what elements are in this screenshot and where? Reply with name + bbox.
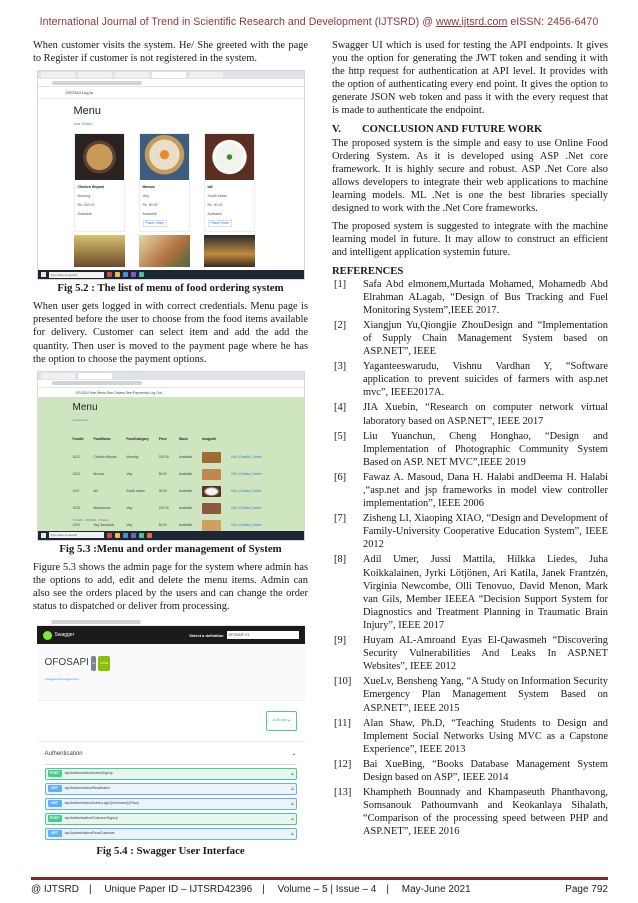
swagger-topbar bbox=[37, 626, 305, 644]
reference-item: [4] JIA Xuebin, “Research on computer network virtual laboratory based on ASP.NET”, IEEE 2017 bbox=[334, 402, 608, 427]
food-image bbox=[204, 235, 255, 267]
definition-select[interactable]: OFOSAPI V1 bbox=[227, 631, 299, 639]
row-actions[interactable]: Edit | Details | Delete bbox=[231, 489, 262, 494]
reference-item: [8] Adil Umer, Jussi Mattila, Hilkka Liedes, Juha Koikkalainen, Jyrki Lötjönen, Ari Katila, Janek Frantzén, Virginia Newcombe, Olli Tenovuo, David Menon, Mark van Gils, Member IEEEA “Decision Support System for Diagnostics and Treatment Planning in Traumatic Brain Injury”, IEEE 2017 bbox=[334, 554, 608, 631]
version-badge: v1 bbox=[91, 656, 96, 671]
page-footer: @ IJTSRD | Unique Paper ID – IJTSRD42396 | Volume – 5 | Issue – 4 | May-June 2021 Page 792 bbox=[31, 884, 608, 895]
operation-row[interactable]: POST /api/Authentication/AdminSignUp 🔒︎ bbox=[45, 768, 297, 780]
figure-caption: Fig 5.2 : The list of menu of food ordering system bbox=[57, 282, 284, 295]
reference-list bbox=[332, 278, 608, 839]
right-column bbox=[332, 39, 608, 840]
issn: eISSN: 2456-6470 bbox=[507, 16, 599, 28]
browser-tabs bbox=[38, 71, 304, 79]
browser-url-bar bbox=[38, 79, 304, 87]
lock-icon: 🔒︎ bbox=[291, 816, 294, 822]
food-thumbnail bbox=[202, 486, 221, 497]
app-nav: OFOSUI Log in bbox=[38, 87, 304, 99]
operation-row[interactable] bbox=[45, 843, 297, 844]
food-image bbox=[140, 134, 189, 180]
swagger-logo: Swagger bbox=[43, 629, 75, 642]
table-row: 1028 Manchurian Veg 200.00 Available Edit | Details | Delete bbox=[73, 500, 272, 517]
paragraph: When user gets logged in with correct credentials. Menu page is presented before the user to choose from the food items available for delivery. Customer can select item and add the add the quantity. Then user is moved to the payment page where he has the option to choose the payment options. bbox=[33, 301, 308, 365]
browser-url-bar bbox=[38, 380, 304, 388]
food-thumbnail bbox=[202, 469, 221, 480]
menu-card: Momos Veg Rs. 50.00 Available Place Order bbox=[139, 133, 190, 232]
orders-link: Your Orders bbox=[73, 122, 93, 127]
admin-footer: © 2021 - OFOSUI - Privacy bbox=[72, 517, 109, 522]
menu-title: Menu bbox=[73, 105, 102, 118]
publisher: @ IJTSRD bbox=[31, 884, 79, 895]
start-icon bbox=[41, 533, 46, 538]
journal-link[interactable]: www.ijtsrd.com bbox=[436, 16, 508, 28]
windows-taskbar bbox=[38, 270, 304, 279]
row-actions[interactable]: Edit | Details | Delete bbox=[231, 455, 262, 460]
paper-id: Unique Paper ID – IJTSRD42396 bbox=[104, 884, 253, 895]
oas-badge: OAS3 bbox=[98, 656, 110, 671]
section-heading: V. CONCLUSION AND FUTURE WORK bbox=[332, 123, 543, 135]
section-title: Authentication bbox=[44, 750, 83, 757]
paragraph: Swagger UI which is used for testing the API endpoints. It gives you the option for generating the JWT token and sending it with the http request for authentication at API level. It provides with the option of authenticating every end point. It gives the option to generate JSON web token and pass it with the every request that is made to authenticate the endpoint. bbox=[332, 40, 608, 117]
table-row: 1029 Veg Sandwich Veg 50.00 Available Edit | Details | Delete bbox=[73, 517, 272, 534]
food-thumbnail bbox=[202, 452, 221, 463]
place-order-button[interactable]: Place Order bbox=[208, 220, 233, 227]
figure-5-2-screenshot bbox=[37, 70, 305, 280]
menu-card: Idli South Indian Rs. 30.00 Available Place Order bbox=[204, 133, 255, 232]
spec-link[interactable]: /swagger/v1/swagger.json bbox=[44, 677, 80, 682]
table-row: 1022 Chicken Biryani Morning 200.00 Available Edit | Details | Delete bbox=[73, 449, 272, 466]
references-heading: REFERENCES bbox=[332, 265, 404, 277]
food-image bbox=[75, 134, 124, 180]
food-image bbox=[205, 134, 254, 180]
paragraph: When customer visits the system. He/ She greeted with the page to Register if customer is not registered in the system. bbox=[33, 40, 308, 65]
taskbar-search: Type here to search bbox=[49, 272, 104, 278]
reference-item: [12] Bai XueBing, “Books Database Management System Design based on ASP”, IEEE 2014 bbox=[334, 758, 608, 783]
food-image bbox=[74, 235, 125, 267]
start-icon bbox=[41, 272, 46, 277]
figure-5-4-screenshot bbox=[37, 618, 305, 843]
reference-item: [5] Liu Yuanchun, Cheng Honghao, “Design and Implementation of Photographic Community System Based on ASP. NET MVC”,IEEE 2019 bbox=[334, 430, 608, 468]
create-new-link: Create New bbox=[72, 417, 89, 422]
lock-icon bbox=[291, 842, 293, 843]
row-actions[interactable]: Edit | Details | Delete bbox=[231, 506, 262, 511]
operation-row[interactable]: GET /api/Authentication/ReadCustomer 🔒︎ bbox=[45, 828, 297, 840]
admin-page bbox=[38, 389, 304, 531]
table-row: 1023 Momos Veg 50.00 Available Edit | Details | Delete bbox=[73, 466, 272, 483]
figure-5-3-screenshot bbox=[37, 371, 305, 541]
row-actions[interactable]: Edit | Details | Delete bbox=[231, 472, 262, 477]
row-actions[interactable]: Edit | Details | Delete bbox=[231, 523, 262, 528]
reference-item: [7] Zisheng LI, Xiaoping XIAO, “Design and Development of Family-University Cooperative Education System”, IEEE 2012 bbox=[334, 513, 608, 551]
menu-title: Menu bbox=[72, 401, 98, 413]
browser-tabs bbox=[38, 372, 304, 380]
journal-name: International Journal of Trend in Scientific Research and Development (IJTSRD) @ bbox=[39, 16, 437, 28]
swagger-logo-icon bbox=[43, 631, 52, 640]
chevron-down-icon[interactable]: ⌄ bbox=[291, 750, 297, 757]
footer-divider bbox=[31, 877, 608, 880]
menu-cards-row-2 bbox=[38, 235, 304, 267]
authentication-section bbox=[37, 742, 305, 844]
paragraph: Figure 5.3 shows the admin page for the system where admin has the options to add, edit and delete the menu items. Admin can also see the orders placed by the users and can change the order status to dispatched or deliver from processing. bbox=[33, 561, 308, 613]
api-info bbox=[37, 644, 305, 701]
operation-row[interactable]: POST /api/Authentication/CustomerSignUp 🔒︎ bbox=[45, 813, 297, 825]
lock-icon: 🔒︎ bbox=[291, 771, 294, 777]
menu-card: Chicken Biryani Morning Rs. 200.00 Available bbox=[74, 133, 125, 232]
authorize-bar bbox=[37, 701, 305, 741]
authorize-button[interactable]: Authorize 🔓︎ bbox=[266, 711, 296, 730]
left-column bbox=[33, 39, 308, 863]
place-order-button[interactable]: Place Order bbox=[143, 220, 168, 227]
paragraph: The proposed system is suggested to integrate with the machine learning model in future. It may allow to construct an efficient and intelligent application systemin future. bbox=[332, 221, 608, 259]
api-title: OFOSAPI bbox=[44, 657, 89, 669]
reference-item: [6] Fawaz A. Masoud, Dana H. Halabi andDeema H. Halabi ,“asp.net and jsp frameworks in model view controller implementation”, IEEE 2006 bbox=[334, 471, 608, 510]
running-header bbox=[0, 16, 638, 28]
menu-table: FoodId FoodName FoodCategory Price Stock ImageUrl 1022 Chicken Biryani Morning 200.00 Available Edit | Details | Delete 1023 Momos Veg 50.00 Available Edit | Details | Delete 1027 Idli South Indian 30.00 Available Edit | Details | Delete 1028 Manchurian Veg 200.00 Available Edit | Details | Delete 1029 Veg Sandwich Veg 50.00 Available Edit | Details | Delete bbox=[73, 431, 272, 541]
lock-icon: 🔒︎ bbox=[291, 786, 294, 792]
paragraph: The proposed system is the simple and easy to use Online Food Ordering System. As it is developed using ASP .Net core framework. It is highly secure and robust. ASP .Net Core also allows developers to integrate their web applications to machine learning models. ML .Net is one the best libraries specially designed to work with the .Net Core frameworks. bbox=[332, 137, 608, 215]
lock-icon: 🔓︎ bbox=[288, 718, 291, 723]
food-image bbox=[139, 235, 190, 267]
lock-icon: 🔒︎ bbox=[291, 801, 294, 807]
volume-issue: Volume – 5 | Issue – 4 bbox=[277, 884, 377, 895]
table-row: 1027 Idli South Indian 30.00 Available Edit | Details | Delete bbox=[73, 483, 272, 500]
page-number: Page 792 bbox=[565, 884, 608, 895]
browser-url-bar bbox=[37, 618, 305, 626]
reference-item: [1] Safa Abd elmonem,Murtada Mohamed, Mohamedb Abd Elrahman ALagab, “Design of Bus Tracking and Fuel Monitoring System”,IEEE 2017. bbox=[334, 278, 608, 316]
reference-item: [3] Yaganteeswarudu, Vishnu Vardhan Y, “Software application to prevent suicides of farmers with asp.net mvc”, IEEE2017A. bbox=[334, 361, 608, 399]
windows-taskbar bbox=[38, 531, 304, 540]
issue-date: May-June 2021 bbox=[401, 884, 471, 895]
food-thumbnail bbox=[202, 503, 221, 514]
operation-row[interactable]: GET /api/Authentication/ReadAdmin 🔒︎ bbox=[45, 783, 297, 795]
reference-item: [11] Alan Shaw, Ph.D, “Teaching Students to Design and Implement Social Networks Using MVC as a Capstone Experience”, IEEE 2013 bbox=[334, 717, 608, 755]
definition-selector: Select a definition OFOSAPI V1 bbox=[189, 629, 298, 642]
reference-item: [10] XueLv, Bensheng Yang, “A Study on Information Security Emergency Plan Management System Based on ASP.NET”, IEEE 2015 bbox=[334, 676, 608, 714]
reference-item: [2] Xiangjun Yu,Qiongjie ZhouDesign and “Implementation of Supply Chain Management System based on ASP.NET”, IEEE bbox=[334, 319, 608, 358]
figure-caption: Fig 5.3 :Menu and order management of System bbox=[59, 542, 282, 555]
operation-row[interactable]: GET /api/Authentication/AdminLogin/{Username}/{Pass} 🔒︎ bbox=[45, 798, 297, 810]
reference-item: [13] Khampheth Bounnady and Khampaseuth Phanthavong, Somsanouk Pathoumvanh and Keokanlaya Sihalath, “Comparison of the processing speed between PHP and ASP.NET”, IEEE 2016 bbox=[334, 787, 608, 838]
lock-icon: 🔒︎ bbox=[291, 831, 294, 837]
taskbar-search: Type here to search bbox=[49, 532, 104, 538]
reference-item: [9] Huyam AL-Amroand Eyas El-Qawasmeh “Discovering Security Vulnerabilities And Leaks In ASP.NET Websites”, IEEE 2012 bbox=[334, 635, 608, 673]
figure-caption: Fig 5.4 : Swagger User Interface bbox=[96, 845, 245, 858]
menu-cards bbox=[38, 133, 304, 232]
admin-nav: OFOSUI See Menu See Orders See Payments Log Out bbox=[38, 389, 304, 397]
